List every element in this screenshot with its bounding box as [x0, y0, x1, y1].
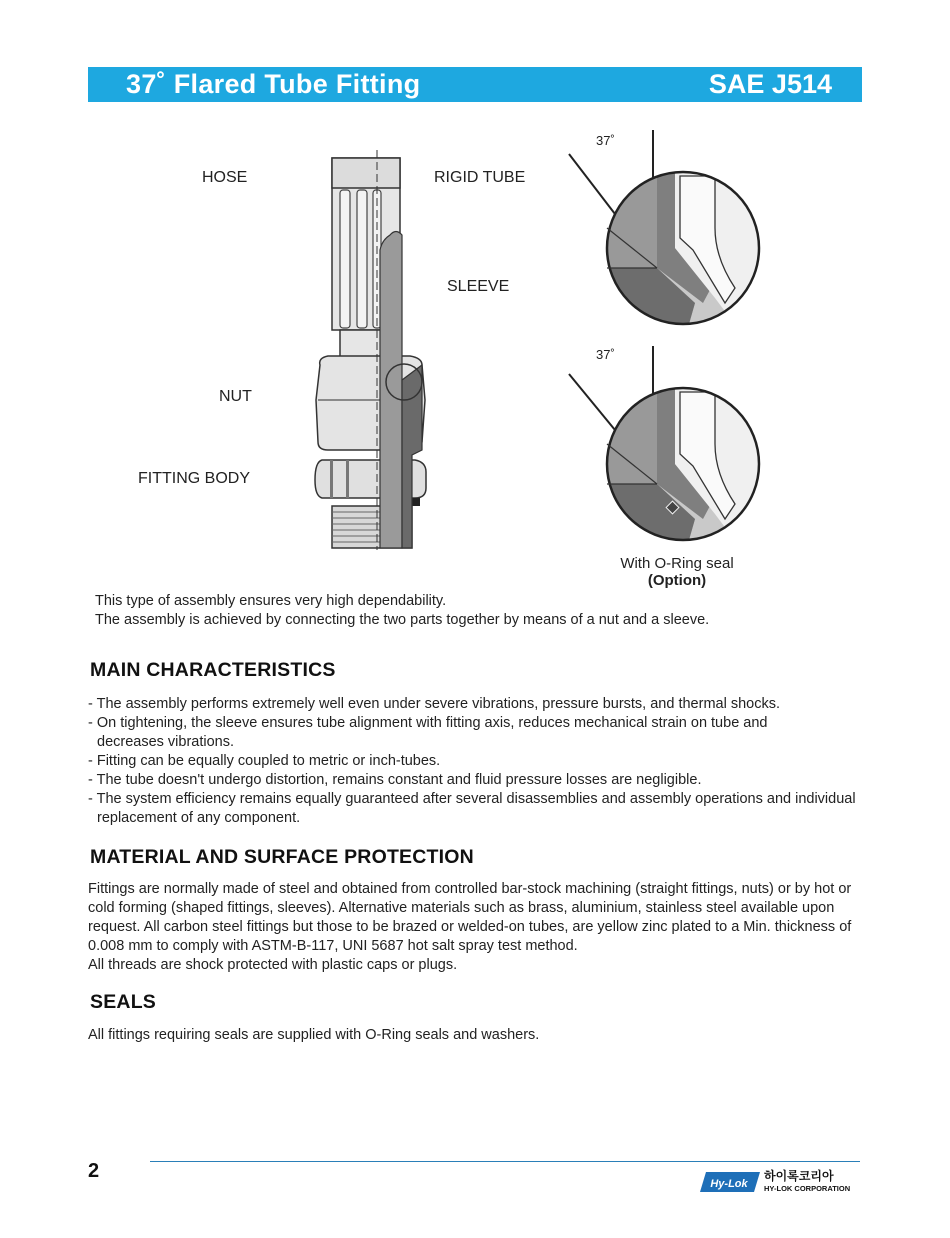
flare-detail-top: [565, 128, 765, 338]
heading-main-characteristics: MAIN CHARACTERISTICS: [90, 659, 336, 681]
label-fitting-body: FITTING BODY: [138, 470, 250, 487]
heading-material-protection: MATERIAL AND SURFACE PROTECTION: [90, 846, 474, 868]
header-banner: [88, 67, 862, 102]
footer-rule: [150, 1161, 860, 1162]
list-item: - The tube doesn't undergo distortion, remains constant and fluid pressure losses are negligible.: [88, 772, 702, 788]
page-title: 37˚ Flared Tube Fitting: [126, 69, 421, 99]
label-nut: NUT: [219, 388, 252, 405]
logo-badge-text: Hy-Lok: [710, 1178, 748, 1190]
standard-label: SAE J514: [708, 69, 832, 99]
angle-label-bottom: 37˚: [596, 347, 615, 362]
logo-korean-text: 하이록코리아: [764, 1169, 834, 1183]
seals-text: All fittings requiring seals are supplied with O-Ring seals and washers.: [88, 1027, 540, 1043]
oring-caption-line2: (Option): [647, 572, 707, 589]
intro-text: [95, 592, 709, 630]
oring-caption: [597, 555, 757, 589]
list-item: - On tightening, the sleeve ensures tube alignment with fitting axis, reduces mechanical strain on tube and decreases vibrations.: [88, 715, 768, 750]
page-number: 2: [88, 1160, 100, 1182]
label-hose: HOSE: [202, 169, 248, 186]
fitting-assembly-drawing: [310, 150, 440, 550]
heading-seals: SEALS: [90, 991, 157, 1013]
intro-line-1: This type of assembly ensures very high dependability.: [95, 593, 447, 609]
angle-label-top: 37˚: [596, 133, 615, 148]
flare-detail-oring: [565, 344, 765, 554]
material-text: [88, 880, 868, 975]
list-item: - The system efficiency remains equally guaranteed after several disassemblies and assembly operations and individual replacement of any component.: [88, 791, 856, 826]
logo-company-text: HY-LOK CORPORATION: [764, 1184, 851, 1193]
material-paragraph: Fittings are normally made of steel and obtained from controlled bar-stock machining (straight fittings, nuts) or by hot or cold forming (shaped fittings, sleeves). Alternative materials such as brass, aluminium, stainless steel available upon request. All carbon steel fittings but those to be brazed or welded-on tubes, are yellow zinc plated to a Min. thickness of 0.008 mm to comply with ASTM-B-117, UNI 5687 hot salt spray test method.: [88, 881, 852, 954]
main-characteristics-list: [88, 695, 868, 828]
hy-lok-logo: [698, 1166, 864, 1196]
label-rigid-tube: RIGID TUBE: [434, 169, 526, 186]
list-item: - The assembly performs extremely well even under severe vibrations, pressure bursts, and thermal shocks.: [88, 696, 780, 712]
list-item: - Fitting can be equally coupled to metric or inch-tubes.: [88, 753, 441, 769]
oring-caption-line1: With O-Ring seal: [620, 555, 734, 572]
intro-line-2: The assembly is achieved by connecting the two parts together by means of a nut and a sleeve.: [95, 612, 710, 628]
label-sleeve: SLEEVE: [447, 278, 510, 295]
material-paragraph-2: All threads are shock protected with plastic caps or plugs.: [88, 957, 458, 973]
